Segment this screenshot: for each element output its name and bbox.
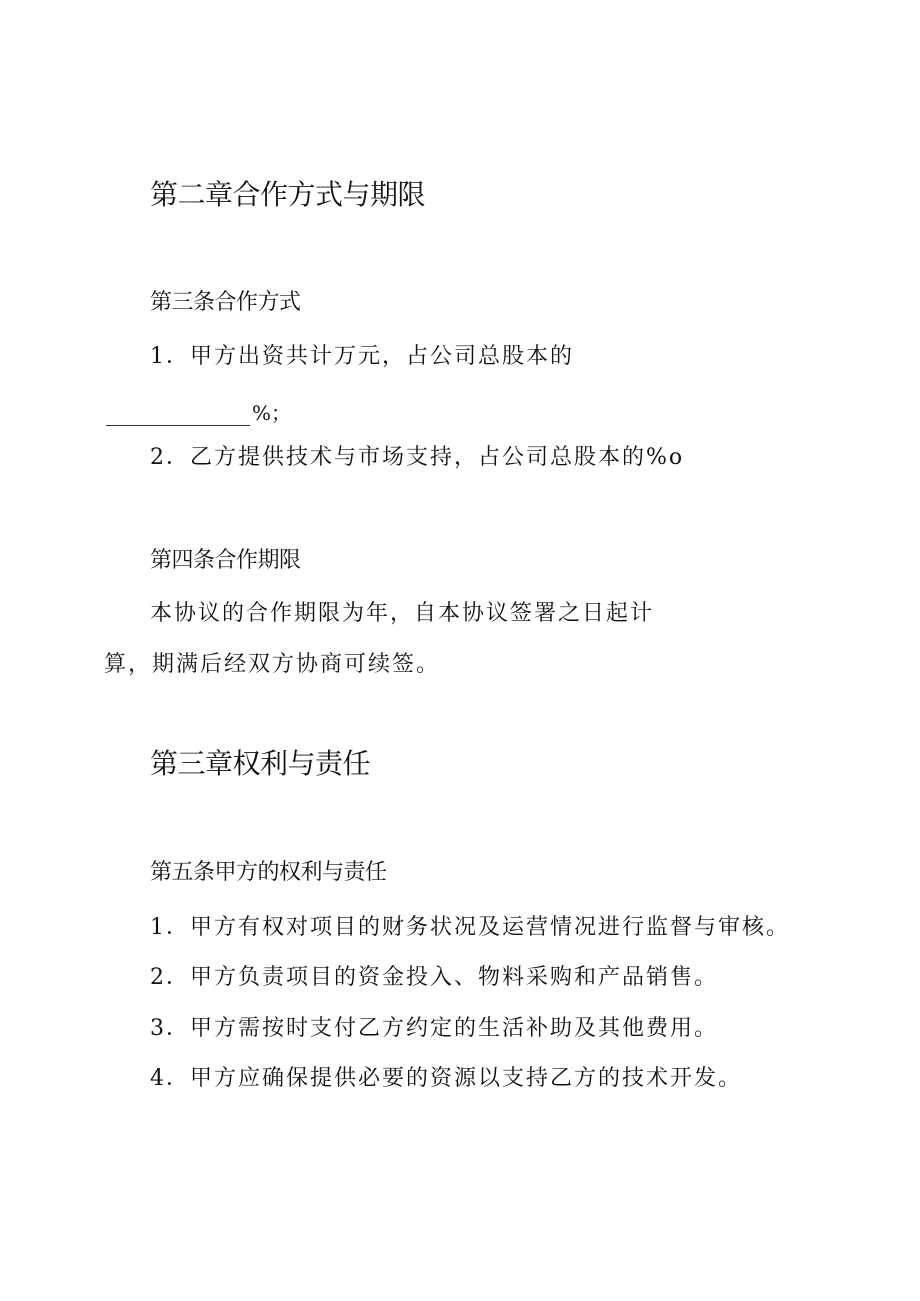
- article-4-paragraph-line-1: 本协议的合作期限为年，自本协议签署之日起计: [150, 601, 655, 626]
- article-3-item-1-blank-line: [106, 397, 291, 426]
- chapter-2-heading: 第二章合作方式与期限: [150, 178, 426, 211]
- article-5-heading: 第五条甲方的权利与责任: [150, 860, 387, 885]
- article-5-item-2: 2．甲方负责项目的资金投入、物料采购和产品销售。: [150, 965, 718, 990]
- article-3-item-1: 1．甲方出资共计万元，占公司总股本的: [150, 344, 574, 369]
- article-5-item-3: 3．甲方需按时支付乙方约定的生活补助及其他费用。: [150, 1016, 718, 1041]
- article-3-item-1-continuation: %；: [252, 401, 292, 425]
- article-4-paragraph-line-2: 算，期满后经双方协商可续签。: [104, 652, 441, 677]
- chapter-3-heading: 第三章权利与责任: [150, 747, 371, 780]
- article-5-item-4: 4．甲方应确保提供必要的资源以支持乙方的技术开发。: [150, 1066, 742, 1091]
- fill-in-blank: [106, 407, 250, 426]
- article-3-item-2: 2．乙方提供技术与市场支持，占公司总股本的%o: [150, 445, 685, 470]
- article-3-heading: 第三条合作方式: [150, 290, 301, 315]
- article-4-heading: 第四条合作期限: [150, 548, 301, 573]
- article-5-item-1: 1．甲方有权对项目的财务状况及运营情况进行监督与审核。: [150, 915, 790, 940]
